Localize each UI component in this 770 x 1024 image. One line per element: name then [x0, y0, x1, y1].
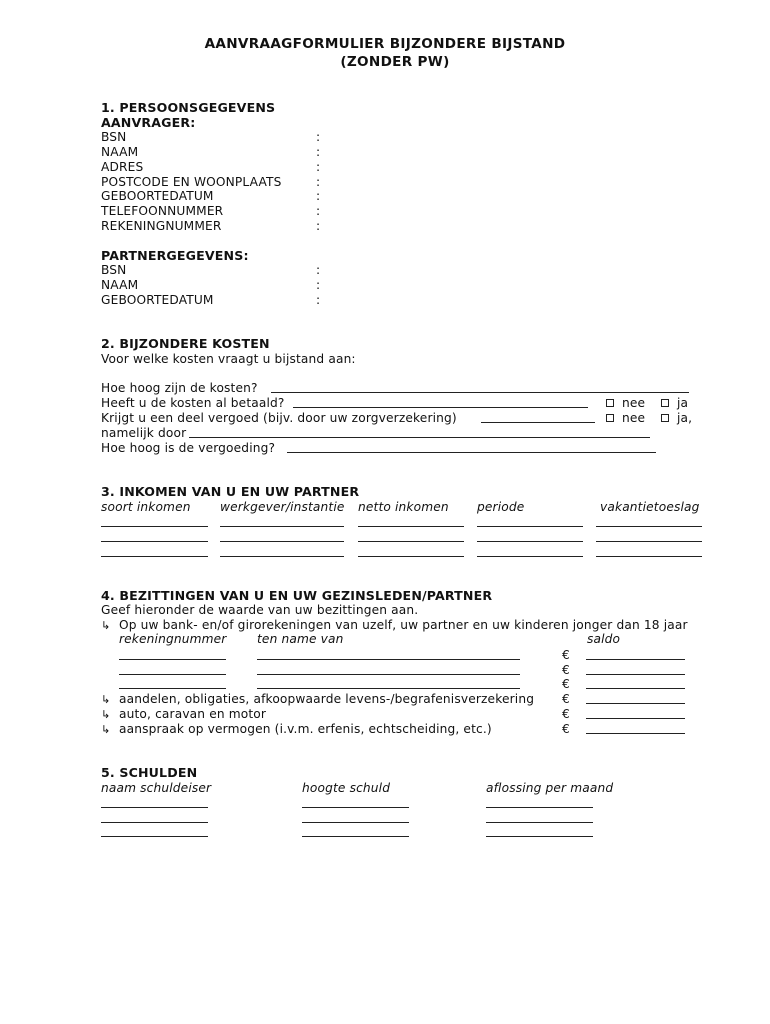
- partner-heading: PARTNERGEGEVENS:: [101, 248, 249, 263]
- question-reimbursed-by: namelijk door: [101, 426, 187, 440]
- income-type-line[interactable]: [101, 530, 208, 542]
- reimbursed-nee-checkbox[interactable]: [606, 414, 614, 422]
- income-type-line[interactable]: [101, 545, 208, 557]
- net-income-line[interactable]: [358, 515, 464, 527]
- period-line[interactable]: [477, 545, 583, 557]
- account-holder-line[interactable]: [257, 663, 520, 675]
- nee-label: nee: [622, 396, 646, 410]
- creditor-line[interactable]: [101, 811, 208, 823]
- field-colon: :: [316, 130, 321, 144]
- hand-pointer-icon: ↳: [101, 693, 111, 706]
- form-title-line2: (ZONDER PW): [340, 54, 450, 70]
- debt-amount-line[interactable]: [302, 825, 409, 837]
- creditor-line[interactable]: [101, 825, 208, 837]
- column-header: rekeningnummer: [119, 632, 227, 646]
- euro-sign: €: [562, 692, 570, 706]
- question-reimbursed: Krijgt u een deel vergoed (bijv. door uw zorgverzekering): [101, 411, 457, 425]
- account-number-line[interactable]: [119, 648, 226, 660]
- vehicles-value-line[interactable]: [586, 707, 685, 719]
- column-header: saldo: [587, 632, 621, 646]
- account-number-line[interactable]: [119, 663, 226, 675]
- euro-sign: €: [562, 677, 570, 691]
- partner-field-label: GEBOORTEDATUM: [101, 293, 214, 307]
- ja-label: ja: [677, 396, 689, 410]
- euro-sign: €: [562, 722, 570, 736]
- question-reimbursement-amount: Hoe hoog is de vergoeding?: [101, 441, 276, 455]
- question-paid: Heeft u de kosten al betaald?: [101, 396, 285, 410]
- partner-field-label: NAAM: [101, 278, 139, 292]
- field-colon: :: [316, 278, 321, 292]
- applicant-field-label: POSTCODE EN WOONPLAATS: [101, 175, 282, 189]
- claims-item: aanspraak op vermogen (i.v.m. erfenis, echtscheiding, etc.): [119, 722, 492, 736]
- section1-heading: 1. PERSOONSGEGEVENS: [101, 100, 276, 115]
- net-income-line[interactable]: [358, 530, 464, 542]
- field-colon: :: [316, 293, 321, 307]
- column-header: periode: [477, 500, 525, 514]
- applicant-heading: AANVRAGER:: [101, 115, 196, 130]
- section2-intro: Voor welke kosten vraagt u bijstand aan:: [101, 352, 356, 366]
- account-holder-line[interactable]: [257, 677, 520, 689]
- section5-heading: 5. SCHULDEN: [101, 765, 198, 780]
- reimbursement-amount-line[interactable]: [287, 441, 656, 453]
- ja-label: ja,: [677, 411, 693, 425]
- account-number-line[interactable]: [119, 677, 226, 689]
- applicant-field-label: NAAM: [101, 145, 139, 159]
- period-line[interactable]: [477, 530, 583, 542]
- column-header: naam schuldeiser: [101, 781, 212, 795]
- column-header: ten name van: [257, 632, 344, 646]
- balance-line[interactable]: [586, 663, 685, 675]
- column-header: soort inkomen: [101, 500, 191, 514]
- euro-sign: €: [562, 707, 570, 721]
- creditor-line[interactable]: [101, 796, 208, 808]
- applicant-field-label: ADRES: [101, 160, 144, 174]
- employer-line[interactable]: [220, 530, 344, 542]
- field-colon: :: [316, 204, 321, 218]
- vehicles-item: auto, caravan en motor: [119, 707, 267, 721]
- nee-label: nee: [622, 411, 646, 425]
- column-header: werkgever/instantie: [220, 500, 345, 514]
- column-header: vakantietoeslag: [600, 500, 700, 514]
- field-colon: :: [316, 189, 321, 203]
- paid-line[interactable]: [293, 396, 588, 408]
- field-colon: :: [316, 263, 321, 277]
- account-holder-line[interactable]: [257, 648, 520, 660]
- claims-value-line[interactable]: [586, 722, 685, 734]
- euro-sign: €: [562, 648, 570, 662]
- hand-pointer-icon: ↳: [101, 723, 111, 736]
- partner-field-label: BSN: [101, 263, 127, 277]
- reimbursed-by-line[interactable]: [189, 426, 650, 438]
- debt-amount-line[interactable]: [302, 811, 409, 823]
- section2-heading: 2. BIJZONDERE KOSTEN: [101, 336, 270, 351]
- field-colon: :: [316, 160, 321, 174]
- bank-accounts-item: Op uw bank- en/of girorekeningen van uzelf, uw partner en uw kinderen jonger dan 18 jaar: [119, 618, 688, 632]
- field-colon: :: [316, 219, 321, 233]
- paid-ja-checkbox[interactable]: [661, 399, 669, 407]
- field-colon: :: [316, 145, 321, 159]
- monthly-payment-line[interactable]: [486, 796, 593, 808]
- balance-line[interactable]: [586, 648, 685, 660]
- reimbursed-ja-checkbox[interactable]: [661, 414, 669, 422]
- employer-line[interactable]: [220, 545, 344, 557]
- employer-line[interactable]: [220, 515, 344, 527]
- section4-heading: 4. BEZITTINGEN VAN U EN UW GEZINSLEDEN/PARTNER: [101, 588, 493, 603]
- holiday-allowance-line[interactable]: [596, 530, 702, 542]
- section4-intro: Geef hieronder de waarde van uw bezittingen aan.: [101, 603, 419, 617]
- euro-sign: €: [562, 663, 570, 677]
- debt-amount-line[interactable]: [302, 796, 409, 808]
- cost-amount-line[interactable]: [271, 381, 689, 393]
- hand-pointer-icon: ↳: [101, 708, 111, 721]
- income-type-line[interactable]: [101, 515, 208, 527]
- applicant-field-label: BSN: [101, 130, 127, 144]
- shares-value-line[interactable]: [586, 692, 685, 704]
- holiday-allowance-line[interactable]: [596, 545, 702, 557]
- paid-nee-checkbox[interactable]: [606, 399, 614, 407]
- column-header: netto inkomen: [358, 500, 449, 514]
- applicant-field-label: TELEFOONNUMMER: [101, 204, 224, 218]
- section3-heading: 3. INKOMEN VAN U EN UW PARTNER: [101, 484, 360, 499]
- column-header: hoogte schuld: [302, 781, 391, 795]
- monthly-payment-line[interactable]: [486, 811, 593, 823]
- period-line[interactable]: [477, 515, 583, 527]
- applicant-field-label: GEBOORTEDATUM: [101, 189, 214, 203]
- shares-item: aandelen, obligaties, afkoopwaarde levens-/begrafenisverzekering: [119, 692, 535, 706]
- form-title-line1: AANVRAAGFORMULIER BIJZONDERE BIJSTAND: [204, 36, 566, 52]
- question-cost-amount: Hoe hoog zijn de kosten?: [101, 381, 258, 395]
- column-header: aflossing per maand: [486, 781, 614, 795]
- field-colon: :: [316, 175, 321, 189]
- balance-line[interactable]: [586, 677, 685, 689]
- monthly-payment-line[interactable]: [486, 825, 593, 837]
- reimbursed-line[interactable]: [481, 411, 595, 423]
- hand-pointer-icon: ↳: [101, 619, 111, 632]
- applicant-field-label: REKENINGNUMMER: [101, 219, 222, 233]
- holiday-allowance-line[interactable]: [596, 515, 702, 527]
- net-income-line[interactable]: [358, 545, 464, 557]
